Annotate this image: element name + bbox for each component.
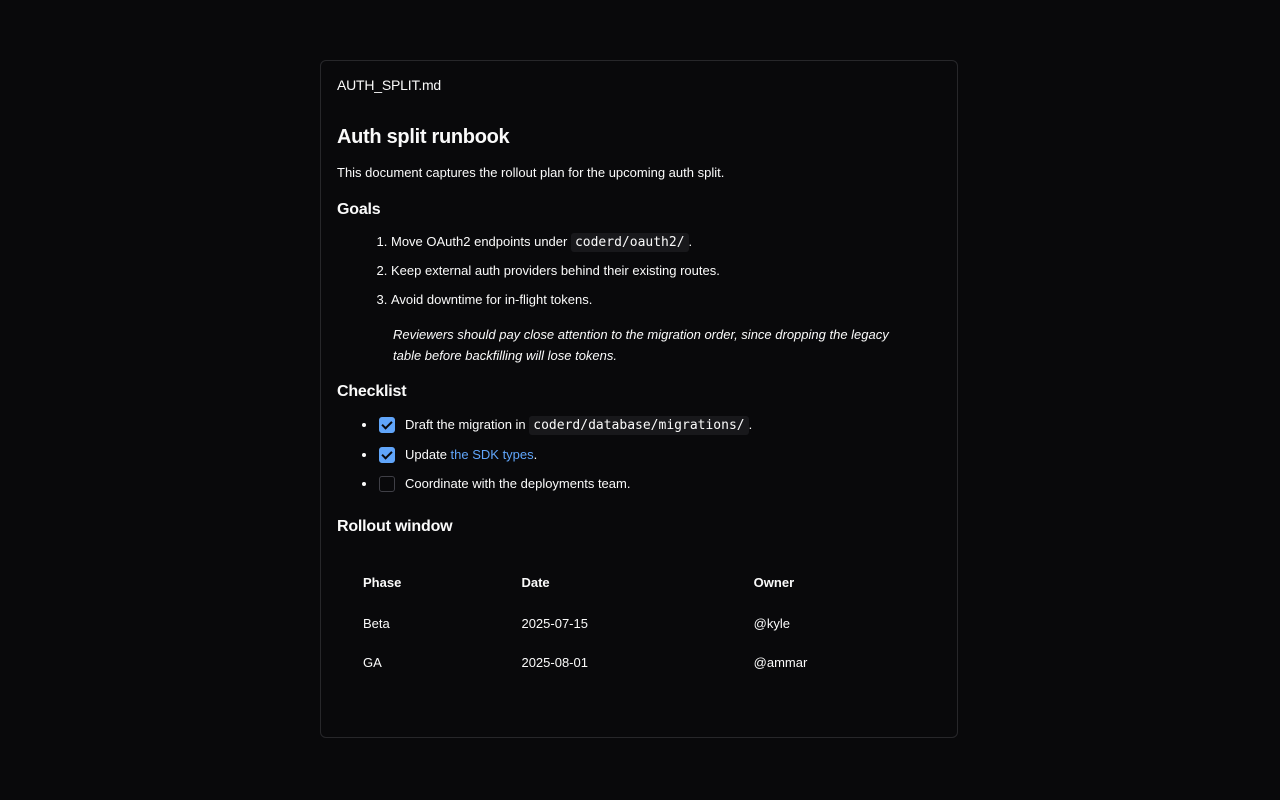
cell-date: 2025-08-01 bbox=[521, 655, 588, 670]
checklist-item bbox=[377, 446, 917, 476]
goal-item bbox=[391, 291, 917, 320]
checklist-text: Update bbox=[405, 446, 451, 462]
checkbox-unchecked[interactable] bbox=[379, 476, 395, 492]
table-row bbox=[347, 605, 917, 644]
goal-text: Avoid downtime for in-flight tokens. bbox=[391, 292, 593, 307]
checklist-text-end: . bbox=[748, 417, 753, 432]
checkbox-checked[interactable] bbox=[379, 417, 395, 433]
checklist bbox=[337, 416, 917, 505]
review-note-quote: Reviewers should pay close attention to the migration order, since dropping the legacy table before backfilling will lose tokens. bbox=[393, 327, 889, 363]
inline-code: coderd/oauth2/ bbox=[571, 233, 689, 252]
checklist-text: Coordinate with the deployments team. bbox=[405, 476, 631, 491]
file-name: AUTH_SPLIT.md bbox=[337, 77, 441, 93]
doc-intro: This document captures the rollout plan for the upcoming auth split. bbox=[337, 165, 725, 180]
cell-owner: @kyle bbox=[753, 616, 790, 631]
markdown-content bbox=[337, 123, 917, 683]
markdown-preview-card bbox=[320, 60, 958, 738]
rollout-heading: Rollout window bbox=[337, 517, 453, 535]
checklist-item bbox=[377, 475, 917, 505]
goals-list bbox=[337, 233, 917, 320]
goals-heading: Goals bbox=[337, 201, 381, 218]
inline-code: coderd/database/migrations/ bbox=[529, 416, 748, 435]
column-header-phase: Phase bbox=[363, 575, 402, 590]
cell-owner: @ammar bbox=[753, 655, 808, 670]
column-header-date: Date bbox=[521, 575, 550, 590]
goal-item bbox=[391, 262, 917, 291]
rollout-table bbox=[347, 565, 917, 683]
checklist-text-end: . bbox=[533, 446, 538, 462]
goal-text-end: . bbox=[688, 234, 693, 249]
checklist-text: Draft the migration in bbox=[405, 417, 530, 432]
checkbox-checked[interactable] bbox=[379, 447, 395, 463]
checklist-item bbox=[377, 416, 917, 446]
doc-title: Auth split runbook bbox=[337, 126, 510, 148]
goal-item bbox=[391, 233, 917, 262]
cell-date: 2025-07-15 bbox=[521, 616, 588, 631]
goal-text: Keep external auth providers behind their existing routes. bbox=[391, 263, 720, 278]
goal-text: Move OAuth2 endpoints under bbox=[391, 234, 571, 249]
sdk-types-link[interactable]: the SDK types bbox=[450, 446, 534, 462]
checklist-heading: Checklist bbox=[337, 383, 407, 400]
cell-phase: Beta bbox=[363, 616, 390, 631]
table-header-row bbox=[347, 565, 917, 605]
column-header-owner: Owner bbox=[753, 575, 795, 590]
table-row bbox=[347, 644, 917, 683]
cell-phase: GA bbox=[363, 655, 382, 670]
